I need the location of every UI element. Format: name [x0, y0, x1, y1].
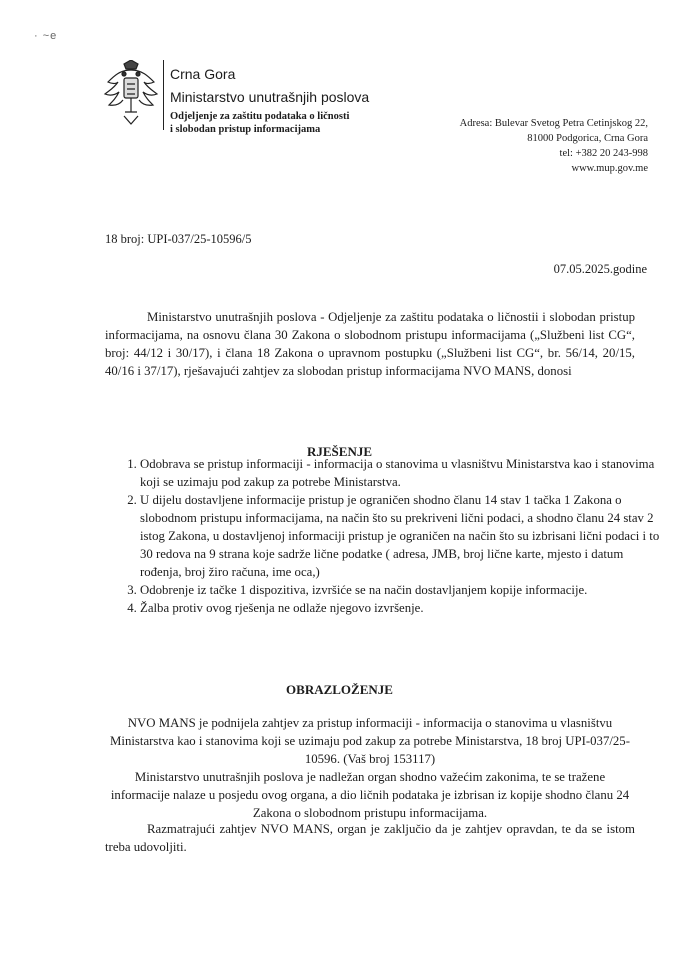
decision-list: [109, 455, 666, 617]
ministry-name: Ministarstvo unutrašnjih poslova: [170, 89, 370, 105]
phone: tel: +382 20 243-998: [559, 148, 648, 159]
crest-icon: [102, 60, 160, 128]
address-line-1: Adresa: Bulevar Svetog Petra Cetinjskog 22,: [459, 118, 648, 129]
reference-number: 18 broj: UPI-037/25-10596/5: [105, 232, 252, 246]
handwritten-mark: · ~e: [34, 30, 58, 42]
header-divider: [163, 60, 164, 130]
list-item: 2. U dijelu dostavljene informacije pristup je ograničen shodno članu 14 stav 1 tačka 1 Zakona o slobodnom pristupu informacijama, na način što su prekriveni lični podaci, a shodno članu 24 stav 2 istog Zakona, u dostavljenoj informaciji pristup je ograničen na način što su izbrisani lični podaci i to 30 redova na 9 strana koje sadrže lične podatke ( adresa, JMB, broj lične karte, mjesto i datum rođenja, broj žiro računa, ime oca,): [140, 491, 666, 581]
document-date: 07.05.2025.godine: [553, 262, 647, 276]
reasoning-paragraph-1: NVO MANS je podnijela zahtjev za pristup informaciji - informacija o stanovima u vlasništvu Ministarstva kao i stanovima koji se uzimaju pod zakup za potrebe Ministarstva, 18 broj UPI-037/25-10596. (Vaš broj 153117): [110, 716, 630, 766]
contact-block: [460, 116, 648, 176]
address-line-2: 81000 Podgorica, Crna Gora: [527, 133, 648, 144]
intro-paragraph: Ministarstvo unutrašnjih poslova - Odjeljenje za zaštitu podataka o ličnostii i slobodan pristup informacijama, na osnovu člana 30 Zakona o slobodnom pristupu informacijama („Službeni list CG“, broj: 44/12 i 30/17), i člana 18 Zakona o upravnom postupku („Službeni list CG“, br. 56/14, 20/15, 40/16 i 37/17), rješavajući zahtjev za slobodan pristup informacijama NVO MANS, donosi: [105, 310, 635, 378]
list-item: 3. Odobrenje iz tačke 1 dispozitiva, izvršiće se na način dostavljanjem kopije informacije.: [140, 581, 666, 599]
department-line-2: i slobodan pristup informacijama: [170, 124, 321, 135]
reasoning-paragraph-2: Ministarstvo unutrašnjih poslova je nadležan organ shodno važećim zakonima, te se tražene informacije nalaze u posjedu ovog organa, a dio ličnih podataka je izbrisan iz kopije shodno članu 24 Zakona o slobodnom pristupu informacijama.: [110, 770, 630, 820]
website-link[interactable]: www.mup.gov.me: [571, 163, 648, 174]
list-item: 1. Odobrava se pristup informaciji - informacija o stanovima u vlasništvu Ministarstva kao i stanovima koji se uzimaju pod zakup za potrebe Ministarstva.: [140, 455, 666, 491]
department-name: [170, 110, 349, 136]
country-name: Crna Gora: [170, 66, 236, 82]
reasoning-title: OBRAZLOŽENJE: [286, 682, 393, 697]
decision-title: RJEŠENJE: [306, 444, 373, 459]
reasoning-paragraph-3: Razmatrajući zahtjev NVO MANS, organ je zaključio da je zahtjev opravdan, te da se istom treba udovoljiti.: [105, 822, 635, 854]
list-item: 4. Žalba protiv ovog rješenja ne odlaže njegovo izvršenje.: [140, 599, 666, 617]
department-line-1: Odjeljenje za zaštitu podataka o ličnosti: [170, 111, 350, 122]
